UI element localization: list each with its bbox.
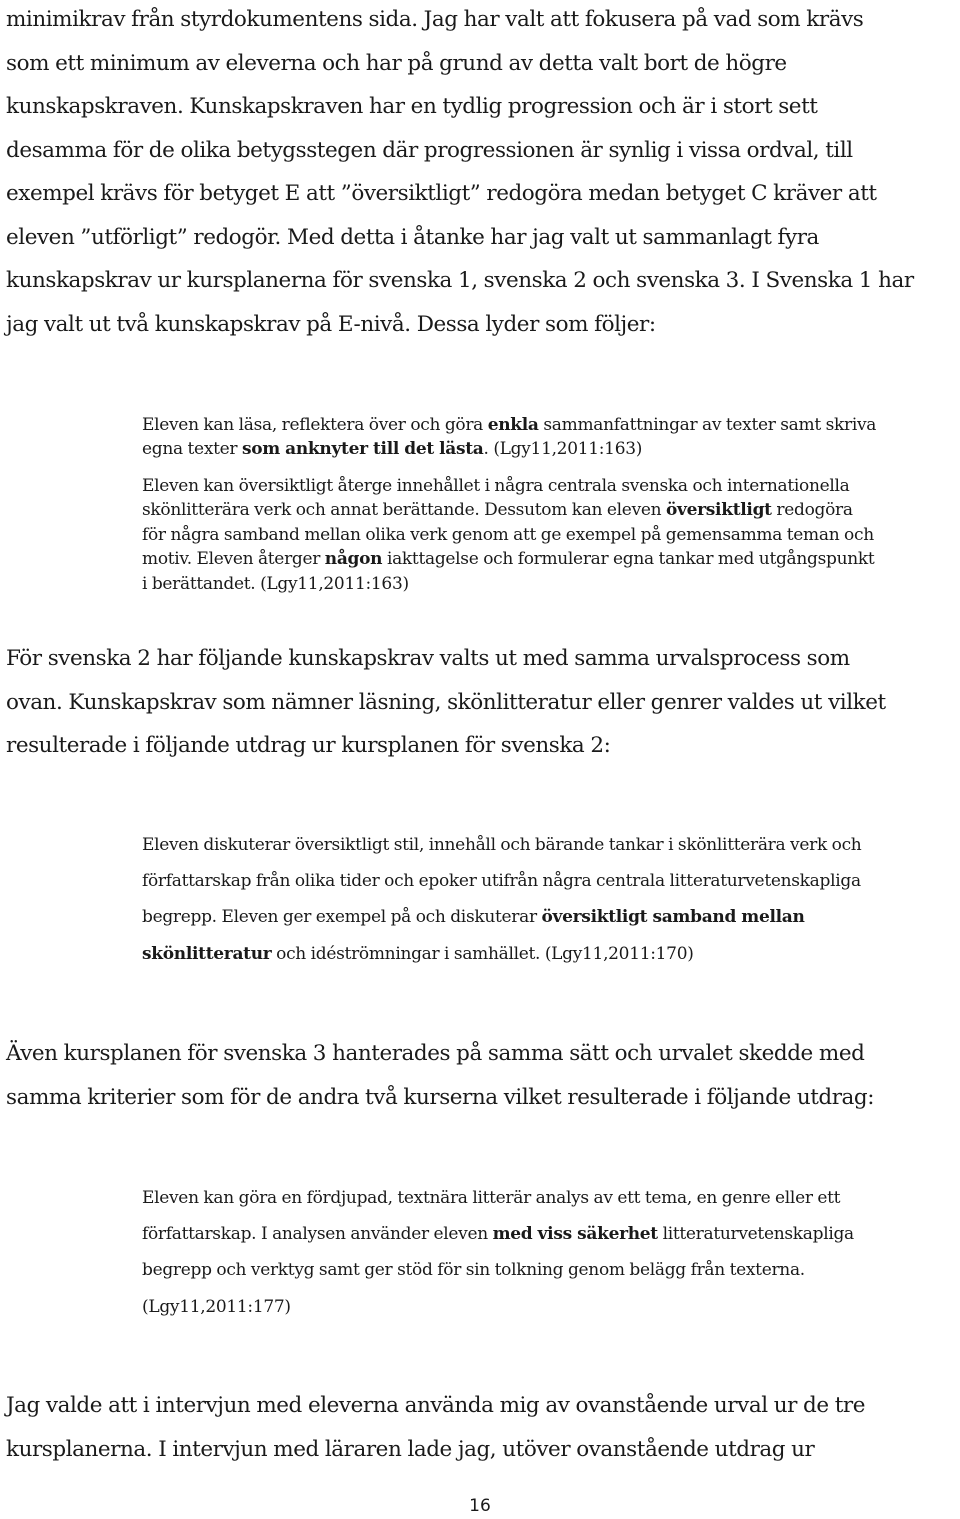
quote-text: sammanfattningar av texter samt skriva (538, 415, 877, 435)
quote-emphasis: som anknyter till det lästa (241, 439, 484, 460)
block-quote-3 (142, 827, 958, 972)
text-line: desamma för de olika betygsstegen där progressionen är synlig i vissa ordval, till (6, 137, 853, 163)
text-line: som ett minimum av eleverna och har på grund av detta valt bort de högre (6, 50, 787, 76)
quote-citation: (Lgy11,2011:177) (142, 1296, 291, 1317)
block-quote-2 (142, 474, 958, 596)
quote-text: Eleven kan läsa, reflektera över och göra (142, 415, 488, 435)
quote-line (142, 498, 958, 522)
quote-text: iakttagelse och formulerar egna tankar med utgångspunkt (382, 549, 875, 570)
quote-text: egna texter (142, 439, 242, 460)
quote-emphasis: översiktligt samband mellan (541, 907, 805, 928)
quote-citation: . (Lgy11,2011:163) (483, 439, 643, 460)
quote-line: i berättandet. (Lgy11,2011:163) (142, 573, 409, 594)
quote-emphasis: enkla (487, 415, 539, 435)
quote-line: författarskap från olika tider och epoker utifrån några centrala litteraturvetenskapliga (142, 871, 861, 892)
quote-emphasis: skönlitteratur (142, 943, 272, 964)
quote-line (142, 413, 958, 437)
quote-text: redogöra (771, 500, 853, 521)
quote-line: Eleven diskuterar översiktligt stil, innehåll och bärande tankar i skönlitterära verk och (142, 835, 862, 855)
block-quote-4 (142, 1180, 958, 1325)
body-paragraph-3 (6, 1032, 956, 1119)
quote-text: författarskap. I analysen använder eleven (142, 1224, 493, 1245)
quote-emphasis: översiktligt (666, 500, 772, 521)
quote-line: för några samband mellan olika verk genom att ge exempel på gemensamma teman och (142, 524, 874, 545)
body-paragraph-2 (6, 637, 956, 768)
quote-line (142, 899, 958, 935)
quote-emphasis: någon (324, 549, 383, 570)
text-line: ovan. Kunskapskrav som nämner läsning, skönlitteratur eller genrer valdes ut vilket (6, 689, 886, 715)
quote-line: Eleven kan göra en fördjupad, textnära litterär analys av ett tema, en genre eller ett (142, 1188, 841, 1208)
quote-text: motiv. Eleven återger (142, 549, 325, 570)
text-line: resulterade i följande utdrag ur kursplanen för svenska 2: (6, 733, 611, 758)
text-line: kunskapskrav ur kursplanerna för svenska 1, svenska 2 och svenska 3. I Svenska 1 har (6, 268, 914, 293)
text-line: Även kursplanen för svenska 3 hanterades på samma sätt och urvalet skedde med (6, 1041, 865, 1066)
quote-line (142, 437, 958, 461)
quote-line (142, 936, 958, 972)
quote-line (142, 547, 958, 571)
quote-text: skönlitterära verk och annat berättande. Dessutom kan eleven (142, 500, 666, 521)
body-paragraph-4 (6, 1384, 956, 1471)
quote-text: litteraturvetenskapliga (657, 1224, 854, 1245)
text-line: För svenska 2 har följande kunskapskrav valts ut med samma urvalsprocess som (6, 646, 850, 671)
quote-emphasis: med viss säkerhet (492, 1224, 658, 1245)
text-line: kunskapskraven. Kunskapskraven har en tydlig progression och är i stort sett (6, 94, 818, 119)
text-line: exempel krävs för betyget E att ”översiktligt” redogöra medan betyget C kräver att (6, 181, 877, 206)
quote-citation: och idéströmningar i samhället. (Lgy11,2011:170) (271, 943, 694, 964)
body-paragraph-1 (6, 0, 956, 346)
text-line: minimikrav från styrdokumentens sida. Jag har valt att fokusera på vad som krävs (6, 7, 864, 32)
page-number: 16 (469, 1496, 491, 1516)
text-line: eleven ”utförligt” redogör. Med detta i åtanke har jag valt ut sammanlagt fyra (6, 224, 819, 250)
text-line: Jag valde att i intervjun med eleverna använda mig av ovanstående urval ur de tre (6, 1393, 865, 1418)
quote-line: Eleven kan översiktligt återge innehållet i några centrala svenska och internationella (142, 476, 850, 496)
text-line: jag valt ut två kunskapskrav på E-nivå. Dessa lyder som följer: (6, 311, 656, 337)
quote-line: begrepp och verktyg samt ger stöd för sin tolkning genom belägg från texterna. (142, 1260, 805, 1281)
block-quote-1 (142, 413, 958, 462)
text-line: samma kriterier som för de andra två kurserna vilket resulterade i följande utdrag: (6, 1084, 875, 1110)
quote-text: begrepp. Eleven ger exempel på och diskuterar (142, 907, 542, 928)
text-line: kursplanerna. I intervjun med läraren lade jag, utöver ovanstående utdrag ur (6, 1436, 815, 1462)
quote-line (142, 1216, 958, 1252)
